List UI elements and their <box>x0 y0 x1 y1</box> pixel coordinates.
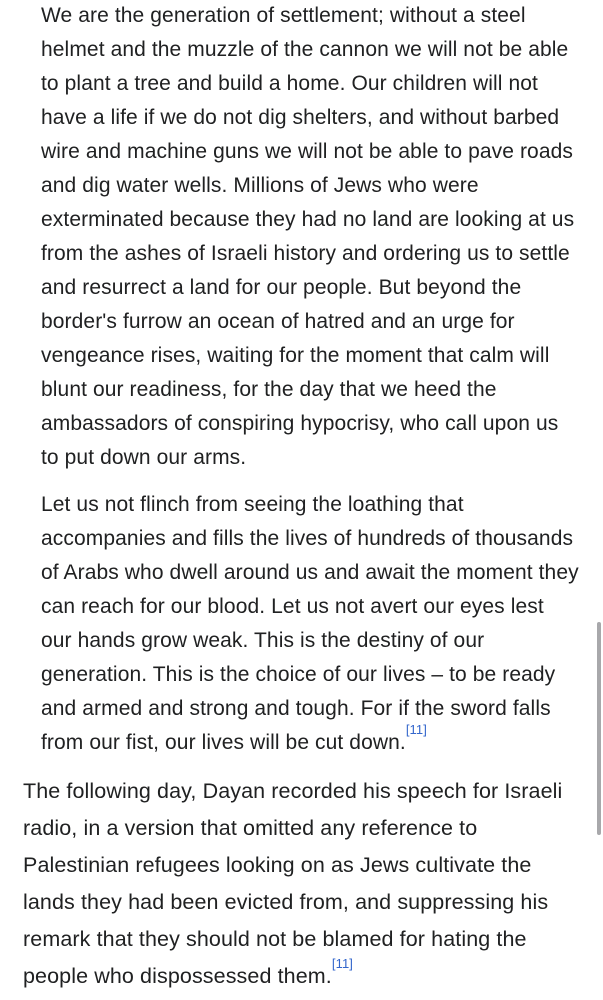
quote-paragraph-2-text: Let us not flinch from seeing the loathing that accompanies and fills the lives of hundreds of thousands of Arabs who dwell around us and await the moment they can reach for our blood. Let us not avert our eyes lest our hands grow weak. This is the destiny of our generation. This is the choice of our lives – to be ready and armed and strong and tough. For if the sword falls from our fist, our lives will be cut down. <box>41 493 579 754</box>
quote-paragraph-1-text: We are the generation of settlement; without a steel helmet and the muzzle of the cannon we will not be able to plant a tree and build a home. Our children will not have a life if we do not dig shelters, and without barbed wire and machine guns we will not be able to pave roads and dig water wells. Millions of Jews who were exterminated because they had no land are looking at us from the ashes of Israeli history and ordering us to settle and resurrect a land for our people. But beyond the border's furrow an ocean of hatred and an urge for vengeance rises, waiting for the moment that calm will blunt our readiness, for the day that we heed the ambassadors of conspiring hypocrisy, who call upon us to put down our arms. <box>41 4 575 469</box>
body-paragraph-text: The following day, Dayan recorded his speech for Israeli radio, in a version that omitted any reference to Palestinian refugees looking on as Jews cultivate the lands they had been evicted from, and suppressing his remark that they should not be blamed for hating the people who dispossessed them. <box>23 779 563 988</box>
citation-ref-11-body[interactable]: [11] <box>331 955 353 971</box>
body-paragraph <box>23 773 583 995</box>
quote-paragraph-1 <box>41 0 579 475</box>
citation-ref-11-quote[interactable]: [11] <box>405 722 427 737</box>
scrollbar-thumb[interactable] <box>597 622 601 835</box>
quote-paragraph-2 <box>41 488 579 760</box>
eulogy-blockquote <box>41 0 579 760</box>
